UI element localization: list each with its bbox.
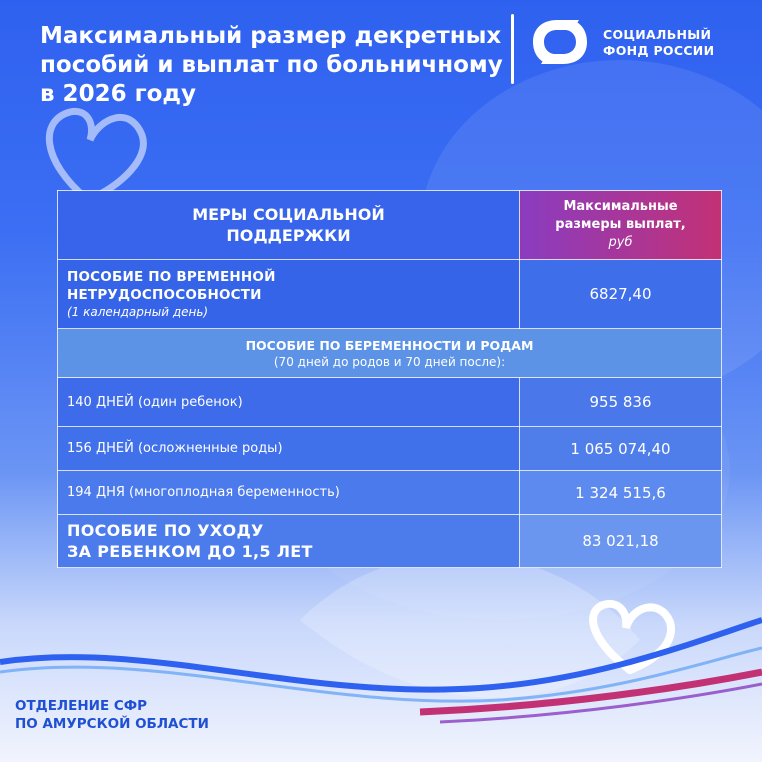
days-156-label: 156 ДНЕЙ (осложненные роды) (58, 427, 520, 471)
page-title (40, 22, 510, 109)
days-194-value: 1 324 515,6 (520, 471, 722, 515)
page-title-line: Максимальный размер декретных (40, 23, 502, 49)
header-measures-cell (58, 191, 520, 260)
sick-leave-note: (1 календарный день) (67, 305, 209, 319)
days-140-label: 140 ДНЕЙ (один ребенок) (58, 378, 520, 427)
sfr-logo-icon (527, 16, 593, 68)
childcare-value: 83 021,18 (520, 515, 722, 568)
childcare-label-cell (58, 515, 520, 568)
logo-text-line: ФОНД РОССИИ (603, 43, 715, 58)
header-max-cell (520, 191, 722, 260)
maternity-section-note: (70 дней до родов и 70 дней после): (273, 354, 506, 369)
table-row (58, 427, 722, 471)
maternity-section-cell (58, 329, 722, 378)
sick-leave-title: ПОСОБИЕ ПО ВРЕМЕННОЙ (67, 269, 276, 285)
page-title-line: пособий и выплат по больничному (40, 52, 503, 78)
childcare-title: ЗА РЕБЕНКОМ ДО 1,5 ЛЕТ (67, 542, 313, 561)
page-title-line: в 2026 году (40, 81, 196, 107)
childcare-title: ПОСОБИЕ ПО УХОДУ (67, 521, 264, 540)
header-max-line: размеры выплат, (555, 217, 686, 232)
benefits-table (57, 190, 722, 568)
footer-branch-name (15, 697, 209, 733)
header-measures-line: МЕРЫ СОЦИАЛЬНОЙ (192, 205, 385, 224)
logo-text-line: СОЦИАЛЬНЫЙ (603, 27, 712, 42)
days-156-value: 1 065 074,40 (520, 427, 722, 471)
footer-line: ПО АМУРСКОЙ ОБЛАСТИ (15, 716, 209, 732)
table-row (58, 378, 722, 427)
sick-leave-label-cell (58, 260, 520, 329)
header-max-line: Максимальные (563, 199, 678, 214)
header-unit: руб (608, 235, 633, 250)
sick-leave-value: 6827,40 (520, 260, 722, 329)
heart-outline-left-icon (49, 111, 143, 200)
maternity-section-title: ПОСОБИЕ ПО БЕРЕМЕННОСТИ И РОДАМ (245, 337, 534, 353)
footer-line: ОТДЕЛЕНИЕ СФР (15, 698, 148, 714)
table-header-row (58, 191, 722, 260)
sfr-logo-text (603, 27, 714, 59)
table-row (58, 515, 722, 568)
table-row (58, 260, 722, 329)
header-divider (511, 14, 514, 84)
sick-leave-title: НЕТРУДОСПОСОБНОСТИ (67, 287, 262, 303)
header-measures-line: ПОДДЕРЖКИ (226, 226, 351, 245)
days-194-label: 194 ДНЯ (многоплодная беременность) (58, 471, 520, 515)
table-section-row (58, 329, 722, 378)
table-row (58, 471, 722, 515)
days-140-value: 955 836 (520, 378, 722, 427)
